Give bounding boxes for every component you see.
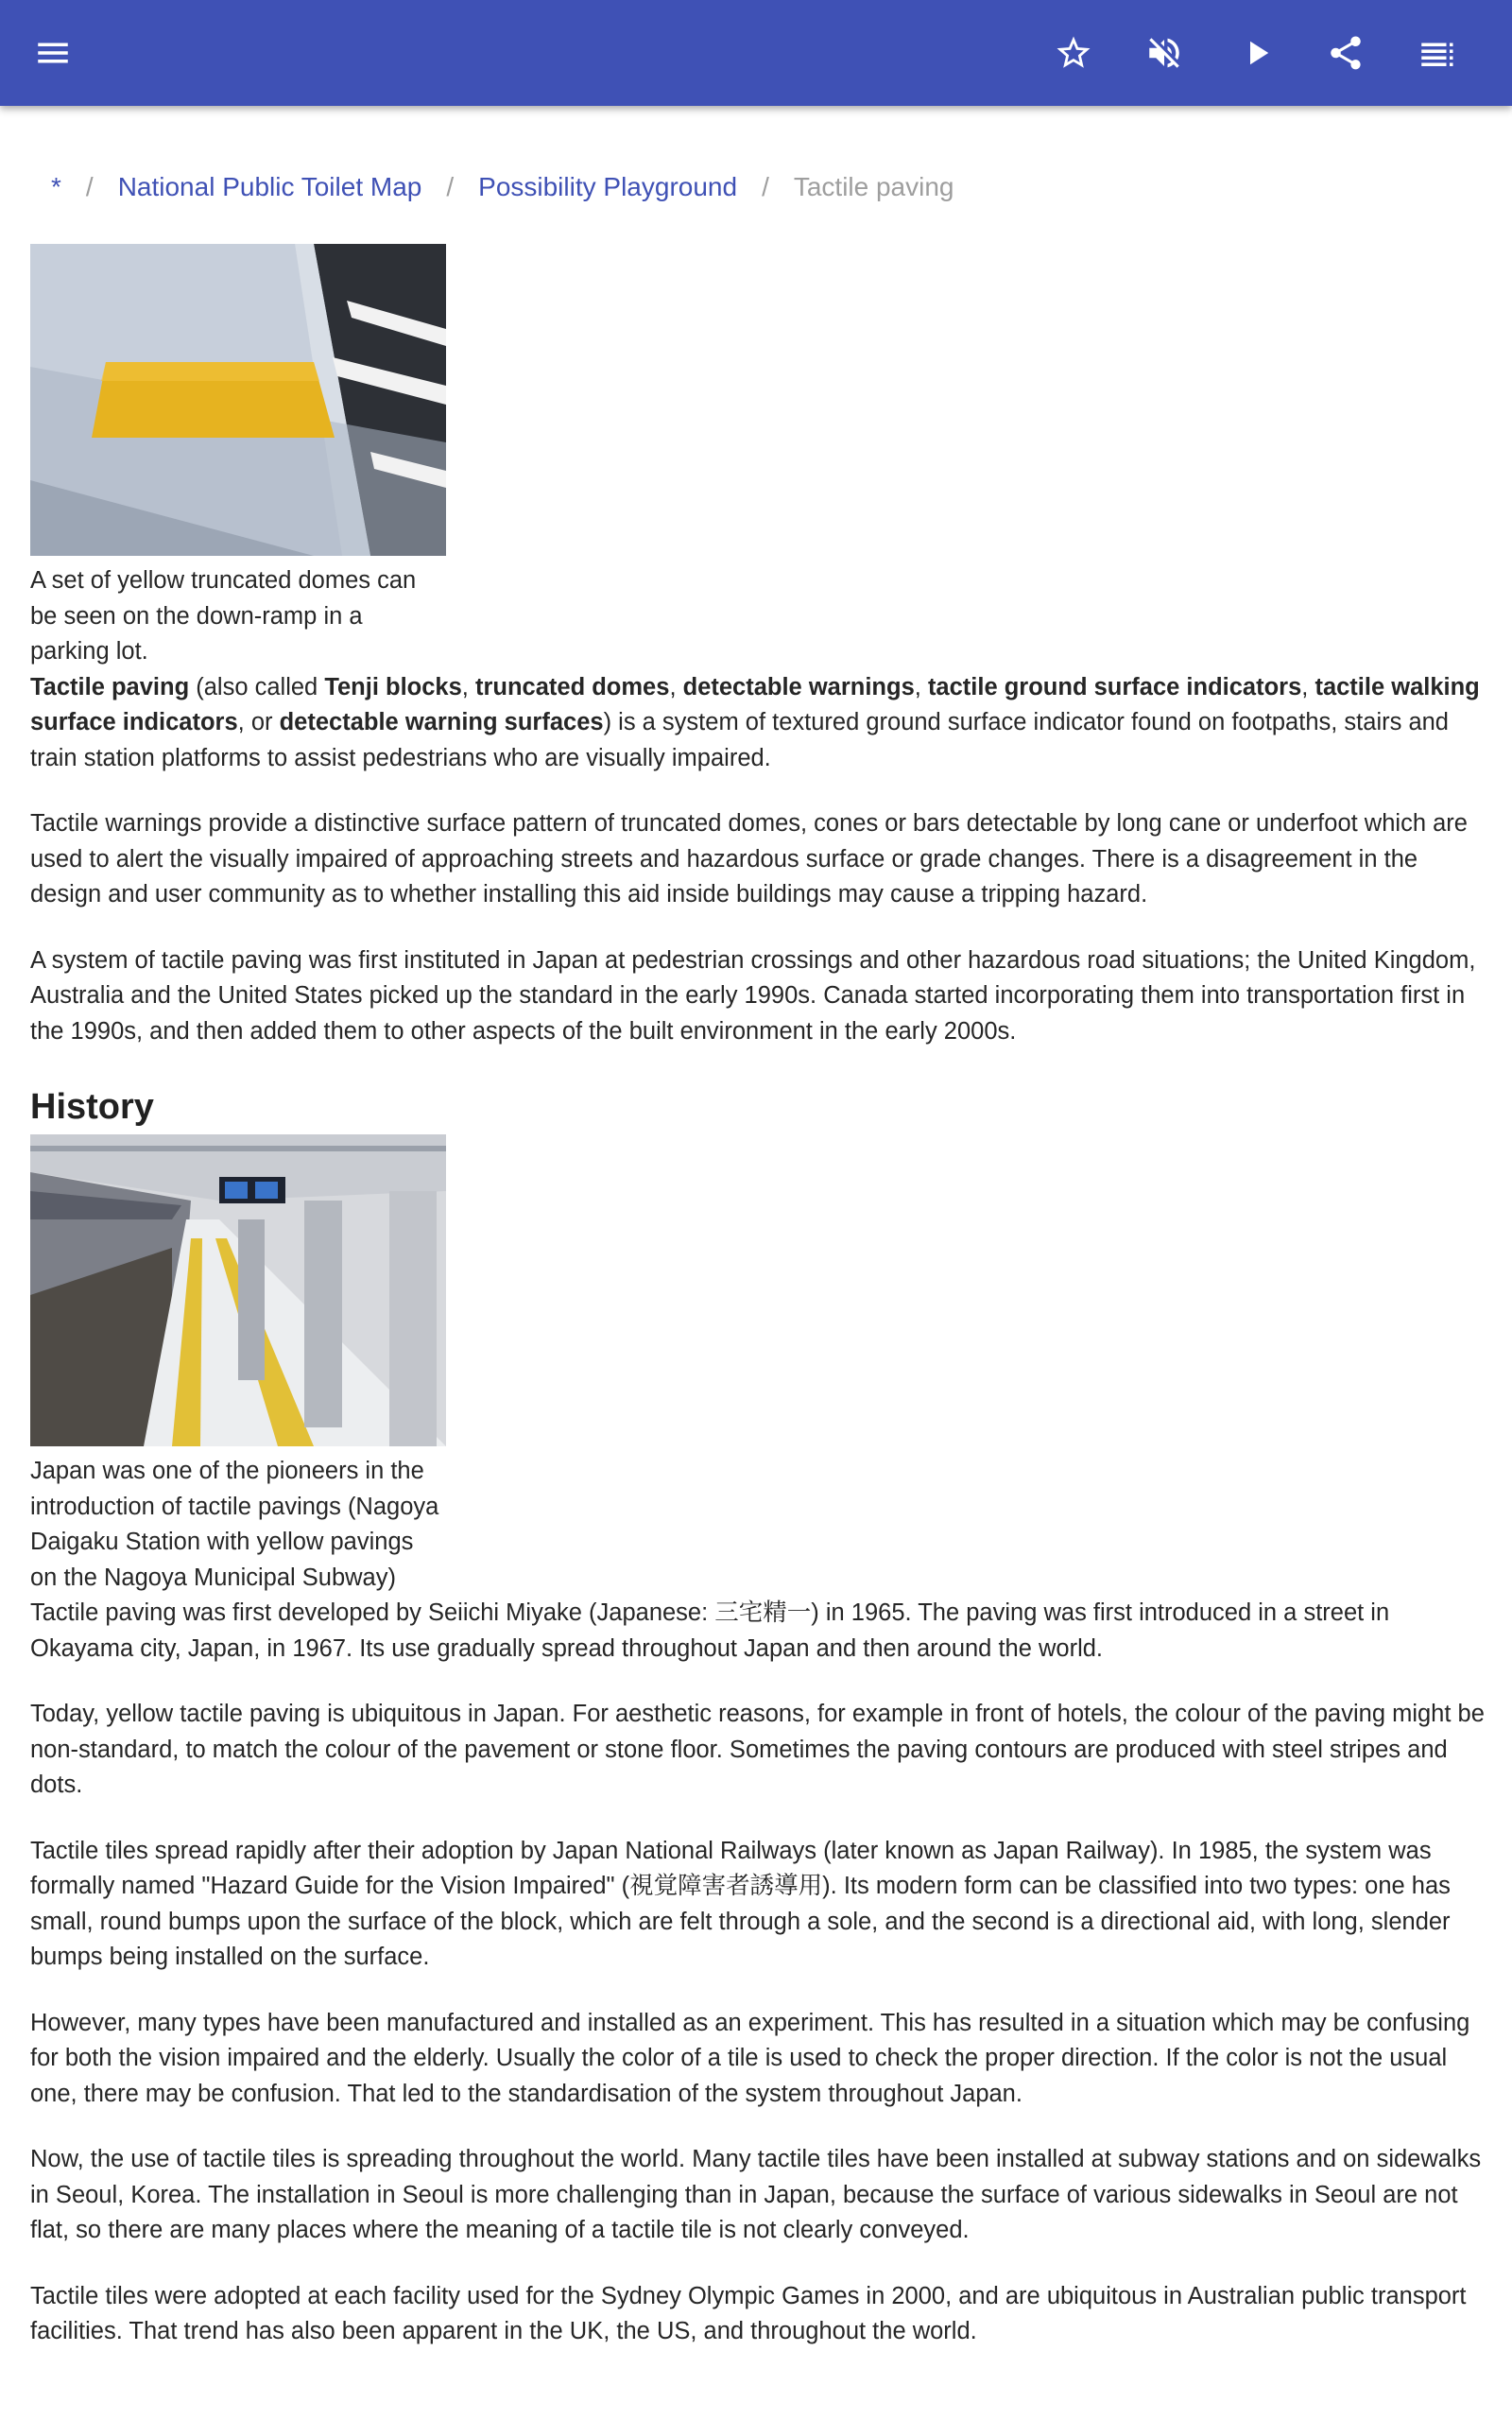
history-paragraph-4: However, many types have been manufactured and installed as an experiment. This has resulted in a situation which may be confusing for both the vision impaired and the elderly. Usually the color of a tile is used to check the proper direction. If the color is not the usual one, there may be confusion. That led to the standardisation of the system throughout Japan. [30, 2009, 1470, 2107]
mute-button[interactable] [1138, 26, 1191, 79]
app-bar [0, 0, 1512, 106]
playlist-icon [1417, 33, 1456, 73]
bold-term: detectable warning surfaces [279, 709, 604, 735]
breadcrumb [51, 166, 954, 208]
text-run: ) is a system of textured ground surface indicator found on footpaths, stairs and train station platforms to assist pedestrians who are visually impaired. [30, 709, 1449, 771]
history-paragraph-5: Now, the use of tactile tiles is spreading throughout the world. Many tactile tiles have been installed at subway stations and on sidewalks in Seoul, Korea. The installation in Seoul is more challenging than in Japan, because the surface of various sidewalks in Seoul are not flat, so there are many places where the meaning of a tactile tile is not clearly conveyed. [30, 2146, 1482, 2243]
breadcrumb-item-national-public-toilet-map[interactable]: National Public Toilet Map [117, 172, 422, 201]
text-run: , [1301, 673, 1315, 700]
menu-button[interactable] [26, 26, 79, 79]
text-run: , [914, 673, 928, 700]
bold-term: truncated domes [474, 673, 670, 700]
intro-paragraph-1 [30, 670, 1486, 777]
figure-truncated-domes [30, 244, 446, 670]
play-button[interactable] [1230, 26, 1283, 79]
text-run: , [461, 673, 475, 700]
history-paragraph-1: Tactile paving was first developed by Seiichi Miyake (Japanese: 三宅精一) in 1965. The paving was first introduced in a street in Okayama city, Japan, in 1967. Its use gradually spread throughout Japan and then around the world. [30, 1599, 1390, 1662]
figure-caption: Japan was one of the pioneers in the introduction of tactile pavings (Nagoya Daigaku Station with yellow pavings on the Nagoya Municipal Subway) [30, 1458, 439, 1591]
bookmark-button[interactable] [1047, 26, 1100, 79]
figure-nagoya-station [30, 1134, 446, 1596]
text-run: , or [237, 709, 280, 735]
breadcrumb-separator: / [762, 172, 769, 201]
contents-button[interactable] [1410, 26, 1463, 79]
bold-term: Tactile paving [30, 673, 190, 700]
star-outline-icon [1054, 33, 1093, 73]
truncated-domes-photo[interactable] [30, 244, 446, 556]
breadcrumb-separator: / [85, 172, 94, 201]
play-icon [1237, 33, 1277, 73]
figure-caption: A set of yellow truncated domes can be seen on the down-ramp in a parking lot. [30, 567, 417, 665]
section-heading-history: History [30, 1087, 154, 1127]
history-paragraph-3: Tactile tiles spread rapidly after their adoption by Japan National Railways (later known as Japan Railway). In 1985, the system was formally named "Hazard Guide for the Vision Impaired" (視覚障害者誘導用). Its modern form can be classified into two types: one has small, round bumps upon the surface of the block, which are felt through a sole, and the second is a directional aid, with long, slender bumps being installed on the surface. [30, 1837, 1451, 1970]
share-icon [1326, 33, 1366, 73]
bold-term: Tenji blocks [324, 673, 462, 700]
breadcrumb-item-possibility-playground[interactable]: Possibility Playground [478, 172, 738, 201]
nagoya-station-photo[interactable] [30, 1134, 446, 1446]
history-paragraph-2: Today, yellow tactile paving is ubiquitous in Japan. For aesthetic reasons, for example in front of hotels, the colour of the paving might be non-standard, to match the colour of the pavement or stone floor. Sometimes the paving contours are produced with steel stripes and dots. [30, 1701, 1485, 1798]
intro-paragraph-3: A system of tactile paving was first instituted in Japan at pedestrian crossings and other hazardous road situations; the United Kingdom, Australia and the United States picked up the standard in the early 1990s. Canada started incorporating them into transportation first in the 1990s, and then added them to other aspects of the built environment in the early 2000s. [30, 946, 1476, 1045]
history-paragraph-6: Tactile tiles were adopted at each facility used for the Sydney Olympic Games in 2000, and are ubiquitous in Australian public transport facilities. That trend has also been apparent in the UK, the US, and throughout the world. [30, 2282, 1467, 2344]
text-run: , [669, 673, 683, 700]
article-content [30, 244, 1486, 2380]
intro-paragraph-2: Tactile warnings provide a distinctive surface pattern of truncated domes, cones or bars detectable by long cane or underfoot which are used to alert the visually impaired of approaching streets and hazardous surface or grade changes. There is a disagreement in the design and user community as to whether installing this aid inside buildings may cause a tripping hazard. [30, 810, 1468, 908]
breadcrumb-current: Tactile paving [793, 172, 954, 201]
volume-off-icon [1144, 33, 1184, 73]
breadcrumb-separator: / [446, 172, 455, 201]
text-run: (also called [189, 673, 325, 700]
menu-icon [33, 33, 73, 73]
bold-term: tactile ground surface indicators [927, 673, 1302, 700]
bold-term: tactile walking surface indicators [30, 673, 1480, 735]
bold-term: detectable warnings [682, 673, 915, 700]
share-button[interactable] [1319, 26, 1372, 79]
breadcrumb-home[interactable]: * [51, 172, 61, 201]
